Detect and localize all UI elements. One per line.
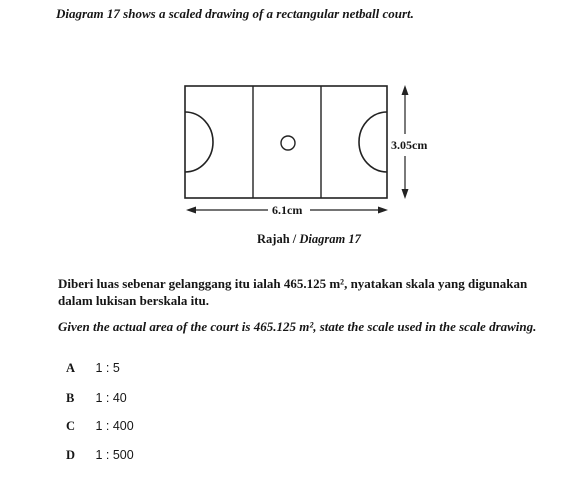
- diagram-caption: [257, 232, 361, 247]
- option-value: 1 : 5: [95, 361, 120, 375]
- option-a[interactable]: [66, 361, 120, 376]
- height-arrowhead-top: [402, 85, 409, 95]
- width-arrowhead-right: [378, 207, 388, 214]
- court-outline: [185, 86, 387, 198]
- option-letter: A: [66, 361, 76, 375]
- option-value: 1 : 400: [95, 419, 134, 433]
- width-arrowhead-left: [186, 207, 196, 214]
- question-english: Given the actual area of the court is 465.125 m², state the scale used in the scale drawing.: [58, 319, 537, 334]
- question-malay: Diberi luas sebenar gelanggang itu ialah 465.125 m², nyatakan skala yang digunakan dalam lukisan berskala itu.: [58, 276, 528, 308]
- question-intro: Diagram 17 shows a scaled drawing of a rectangular netball court.: [56, 6, 414, 21]
- height-label: 3.05cm: [391, 138, 428, 152]
- option-b[interactable]: [66, 391, 127, 406]
- option-value: 1 : 500: [95, 448, 134, 462]
- option-c[interactable]: [66, 419, 134, 434]
- centre-circle: [281, 136, 295, 150]
- option-letter: C: [66, 419, 76, 433]
- goal-circle-right: [359, 112, 387, 172]
- option-letter: B: [66, 391, 75, 405]
- option-letter: D: [66, 448, 76, 462]
- height-arrowhead-bottom: [402, 189, 409, 199]
- caption-malay: Rajah /: [257, 232, 297, 246]
- width-label: 6.1cm: [272, 203, 303, 217]
- goal-circle-left: [185, 112, 213, 172]
- caption-english: Diagram 17: [299, 232, 361, 246]
- option-d[interactable]: [66, 448, 134, 463]
- option-value: 1 : 40: [95, 391, 127, 405]
